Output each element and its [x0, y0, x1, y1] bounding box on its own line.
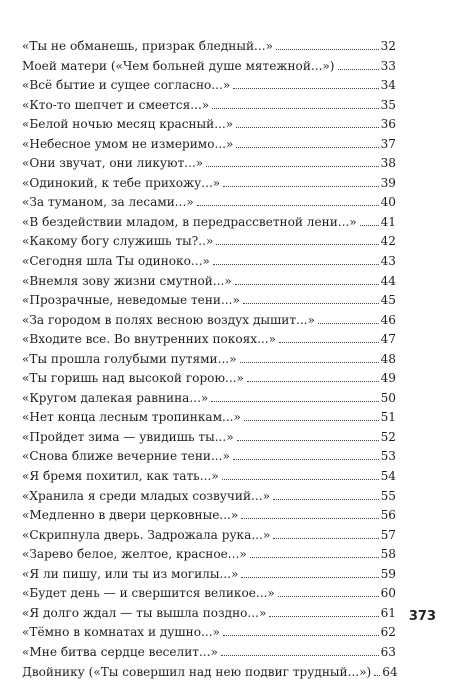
toc-entry-page: 38 [379, 154, 396, 174]
toc-entry-page: 45 [379, 291, 396, 311]
toc-entry-page: 34 [379, 76, 396, 96]
toc-entry-page: 57 [379, 526, 396, 546]
toc-dot-leader [273, 499, 379, 500]
toc-entry-title: «В бездействии младом, в передрассветной лени...» [22, 213, 360, 233]
toc-entry [22, 545, 396, 565]
toc-entry-page: 58 [379, 545, 396, 565]
toc-entry [22, 565, 396, 585]
toc-dot-leader [213, 264, 379, 265]
toc-entry-title: «Хранила я среди младых созвучий...» [22, 487, 273, 507]
toc-dot-leader [338, 69, 379, 70]
toc-entry-title: «Я бремя похитил, как тать...» [22, 467, 222, 487]
toc-dot-leader [236, 127, 378, 128]
toc-entry-page: 33 [379, 57, 396, 77]
toc-entry-title: «Скрипнула дверь. Задрожала рука...» [22, 526, 273, 546]
toc-entry [22, 526, 396, 546]
toc-dot-leader [240, 362, 379, 363]
toc-entry [22, 96, 396, 116]
toc-dot-leader [276, 49, 379, 50]
toc-entry-page: 64 [380, 663, 397, 682]
toc-entry [22, 408, 396, 428]
toc-entry [22, 213, 396, 233]
toc-entry [22, 311, 396, 331]
toc-entry-page: 39 [379, 174, 396, 194]
toc-entry [22, 663, 396, 682]
toc-entry-page: 37 [379, 135, 396, 155]
table-of-contents [22, 37, 396, 682]
toc-entry-title: «Какому богу служишь ты?..» [22, 232, 216, 252]
toc-entry-title: «Входите все. Во внутренних покоях...» [22, 330, 279, 350]
toc-dot-leader [233, 459, 379, 460]
toc-entry-page: 46 [379, 311, 396, 331]
toc-entry-page: 44 [379, 272, 396, 292]
toc-entry-title: «Всё бытие и сущее согласно...» [22, 76, 233, 96]
page-number: 373 [409, 609, 436, 624]
toc-entry-page: 63 [379, 643, 396, 663]
toc-entry [22, 487, 396, 507]
toc-entry-title: «Небесное умом не измеримо...» [22, 135, 236, 155]
toc-entry-page: 35 [379, 96, 396, 116]
toc-entry [22, 252, 396, 272]
toc-dot-leader [235, 284, 379, 285]
toc-entry [22, 115, 396, 135]
toc-entry-title: «Будет день — и свершится великое...» [22, 584, 278, 604]
toc-entry-title: «Одинокий, к тебе прихожу...» [22, 174, 223, 194]
toc-entry-page: 32 [379, 37, 396, 57]
toc-entry-page: 47 [379, 330, 396, 350]
toc-dot-leader [243, 303, 379, 304]
toc-dot-leader [236, 147, 378, 148]
toc-dot-leader [241, 518, 378, 519]
toc-dot-leader [233, 88, 378, 89]
toc-entry [22, 447, 396, 467]
toc-dot-leader [279, 342, 379, 343]
toc-entry [22, 604, 396, 624]
toc-entry-page: 55 [379, 487, 396, 507]
toc-entry-title: «Медленно в двери церковные...» [22, 506, 241, 526]
toc-dot-leader [241, 577, 378, 578]
toc-entry [22, 389, 396, 409]
toc-entry-page: 56 [379, 506, 396, 526]
toc-entry-title: «Белой ночью месяц красный...» [22, 115, 236, 135]
toc-entry-title: «Ты горишь над высокой горою...» [22, 369, 247, 389]
toc-entry-title: «За туманом, за лесами...» [22, 193, 197, 213]
toc-entry-page: 54 [379, 467, 396, 487]
toc-entry-page: 40 [379, 193, 396, 213]
toc-entry-page: 59 [379, 565, 396, 585]
toc-entry-title: «Они звучат, они ликуют...» [22, 154, 206, 174]
toc-dot-leader [273, 538, 378, 539]
toc-entry-title: «Кто-то шепчет и смеется...» [22, 96, 212, 116]
toc-entry-title: «Зарево белое, желтое, красное...» [22, 545, 250, 565]
toc-dot-leader [269, 616, 378, 617]
toc-dot-leader [221, 655, 379, 656]
toc-entry-title: «Внемля зову жизни смутной...» [22, 272, 235, 292]
toc-dot-leader [244, 420, 379, 421]
toc-entry-title: «Я ли пишу, или ты из могилы...» [22, 565, 241, 585]
toc-entry [22, 135, 396, 155]
toc-entry-page: 42 [379, 232, 396, 252]
toc-entry [22, 506, 396, 526]
toc-entry [22, 76, 396, 96]
toc-entry-title: Моей матери («Чем больней душе мятежной...») [22, 57, 338, 77]
toc-entry-title: «Мне битва сердце веселит...» [22, 643, 221, 663]
toc-entry-page: 36 [379, 115, 396, 135]
toc-entry [22, 272, 396, 292]
toc-entry [22, 193, 396, 213]
toc-dot-leader [237, 440, 379, 441]
toc-entry-title: «Кругом далекая равнина...» [22, 389, 211, 409]
toc-dot-leader [360, 225, 379, 226]
toc-entry-title: «Пройдет зима — увидишь ты...» [22, 428, 237, 448]
toc-entry [22, 584, 396, 604]
toc-entry-title: «Я долго ждал — ты вышла поздно...» [22, 604, 269, 624]
toc-dot-leader [250, 557, 379, 558]
toc-entry-page: 51 [379, 408, 396, 428]
toc-dot-leader [222, 479, 379, 480]
toc-entry [22, 350, 396, 370]
toc-entry-title: «Ты прошла голубыми путями...» [22, 350, 240, 370]
toc-entry [22, 369, 396, 389]
toc-dot-leader [223, 186, 378, 187]
toc-entry-title: «Тёмно в комнатах и душно...» [22, 623, 223, 643]
toc-dot-leader [247, 381, 379, 382]
toc-entry-title: «Снова ближе вечерние тени...» [22, 447, 233, 467]
toc-entry [22, 57, 396, 77]
toc-entry-title: Двойнику («Ты совершил над нею подвиг трудный...») [22, 663, 374, 682]
toc-entry-page: 60 [379, 584, 396, 604]
toc-entry-title: «Прозрачные, неведомые тени...» [22, 291, 243, 311]
toc-entry [22, 467, 396, 487]
toc-dot-leader [212, 108, 378, 109]
toc-entry-page: 48 [379, 350, 396, 370]
toc-entry-page: 41 [379, 213, 396, 233]
toc-entry-page: 53 [379, 447, 396, 467]
toc-dot-leader [318, 323, 379, 324]
toc-entry [22, 154, 396, 174]
toc-entry [22, 428, 396, 448]
toc-entry [22, 37, 396, 57]
toc-entry-page: 50 [379, 389, 396, 409]
toc-dot-leader [197, 205, 379, 206]
toc-dot-leader [211, 401, 378, 402]
toc-dot-leader [216, 244, 378, 245]
toc-dot-leader [223, 635, 379, 636]
toc-entry [22, 174, 396, 194]
toc-entry-page: 62 [379, 623, 396, 643]
toc-entry-title: «За городом в полях весною воздух дышит...» [22, 311, 318, 331]
toc-entry [22, 330, 396, 350]
toc-entry-page: 43 [379, 252, 396, 272]
toc-entry-title: «Нет конца лесным тропинкам...» [22, 408, 244, 428]
toc-entry-title: «Ты не обманешь, призрак бледный...» [22, 37, 276, 57]
toc-entry-page: 52 [379, 428, 396, 448]
toc-entry [22, 643, 396, 663]
toc-entry [22, 232, 396, 252]
toc-entry-page: 61 [379, 604, 396, 624]
toc-entry-title: «Сегодня шла Ты одиноко...» [22, 252, 213, 272]
toc-entry-page: 49 [379, 369, 396, 389]
toc-dot-leader [278, 596, 379, 597]
toc-entry [22, 623, 396, 643]
toc-dot-leader [206, 166, 378, 167]
toc-entry [22, 291, 396, 311]
